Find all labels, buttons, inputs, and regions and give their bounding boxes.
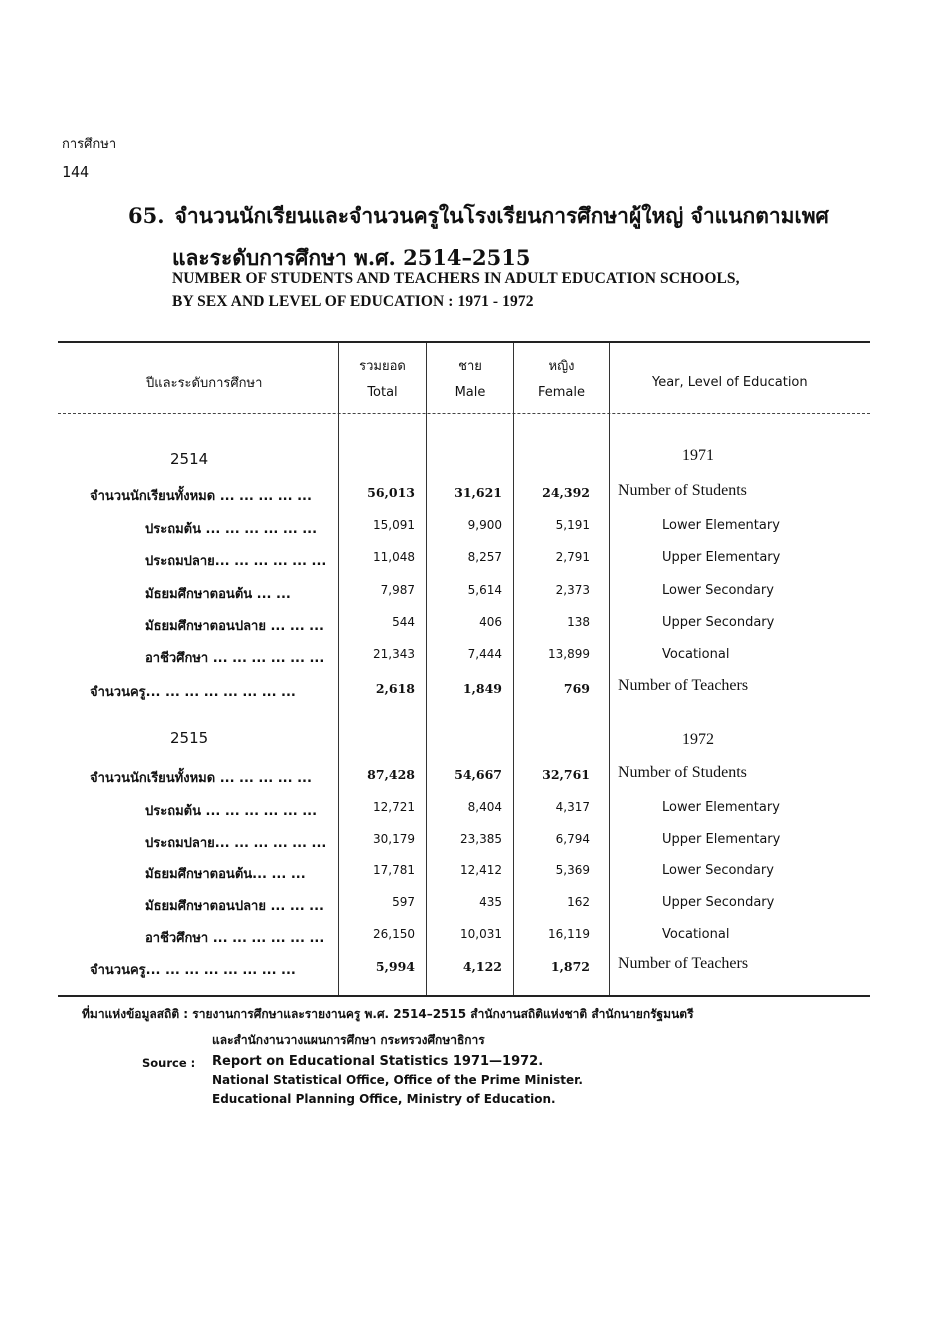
cell-total: 5,994 [375, 959, 415, 974]
row-label-thai: มัธยมศึกษาตอนต้น... ... ... [145, 867, 306, 882]
row-label-en: Vocational [662, 647, 730, 662]
source-en-line1: Report on Educational Statistics 1971—1972. [212, 1054, 544, 1069]
cell-female: 162 [567, 895, 590, 909]
row-label-thai: อาชีวศึกษา ... ... ... ... ... ... [145, 651, 325, 666]
table-row [0, 863, 941, 893]
cell-female: 138 [567, 615, 590, 629]
cell-female: 32,761 [542, 767, 590, 782]
cell-female: 2,373 [555, 583, 590, 597]
table-row [0, 482, 941, 515]
cell-male: 10,031 [460, 927, 502, 941]
row-label-thai: อาชีวศึกษา ... ... ... ... ... ... [145, 931, 325, 946]
table-row [0, 677, 941, 711]
source-thai-line1: ที่มาแห่งข้อมูลสถิติ : รายงานการศึกษาและรายงานครู พ.ศ. 2514–2515 สำนักงานสถิติแห่งชาติ สำนักนายกรัฐมนตรี [82, 1007, 694, 1021]
cell-total: 21,343 [373, 647, 415, 661]
cell-female: 769 [563, 681, 590, 696]
col-header-male-en: Male [454, 385, 486, 400]
cell-male: 7,444 [467, 647, 502, 661]
table-title-en-line1: NUMBER OF STUDENTS AND TEACHERS IN ADULT EDUCATION SCHOOLS, [172, 270, 740, 287]
cell-female: 5,191 [555, 518, 590, 532]
source-thai-line2: และสำนักงานวางแผนการศึกษา กระทรวงศึกษาธิการ [212, 1033, 485, 1047]
source-en-line2: National Statistical Office, Office of the Prime Minister. [212, 1073, 583, 1087]
row-label-thai: จำนวนครู... ... ... ... ... ... ... ... [90, 685, 296, 700]
cell-total: 17,781 [373, 863, 415, 877]
cell-total: 87,428 [367, 767, 415, 782]
col-header-left-thai: ปีและระดับการศึกษา [146, 376, 263, 391]
cell-female: 6,794 [555, 832, 590, 846]
section-label: การศึกษา [62, 137, 117, 152]
cell-total: 12,721 [373, 800, 415, 814]
year-thai-2514: 2514 [170, 450, 209, 468]
table-title-thai-line2: และระดับการศึกษา พ.ศ. 2514–2515 [172, 245, 531, 270]
col-header-total-en: Total [367, 385, 398, 400]
source-label: Source : [142, 1056, 196, 1070]
cell-total: 544 [392, 615, 415, 629]
table-row [0, 800, 941, 830]
table-row [0, 583, 941, 613]
row-label-thai: ประถมต้น ... ... ... ... ... ... [145, 804, 318, 819]
col-header-female [514, 354, 609, 406]
table-top-rule [58, 341, 870, 343]
year-thai-2515: 2515 [170, 729, 209, 747]
row-label-en: Number of Teachers [618, 955, 749, 972]
row-label-thai: ประถมต้น ... ... ... ... ... ... [145, 522, 318, 537]
table-row [0, 550, 941, 580]
page-number: 144 [62, 163, 90, 181]
table-row [0, 615, 941, 645]
cell-male: 406 [479, 615, 502, 629]
col-header-total [339, 354, 426, 406]
cell-male: 12,412 [460, 863, 502, 877]
cell-male: 4,122 [462, 959, 502, 974]
row-label-en: Upper Elementary [662, 550, 781, 565]
year-en-1971: 1971 [682, 447, 714, 464]
table-number: 65. [128, 203, 165, 228]
table-row [0, 647, 941, 677]
table-title-thai-line1 [128, 200, 829, 233]
row-label-thai: จำนวนนักเรียนทั้งหมด ... ... ... ... ... [90, 771, 312, 786]
cell-female: 1,872 [550, 959, 590, 974]
row-label-en: Number of Students [618, 482, 747, 499]
row-label-en: Upper Elementary [662, 832, 781, 847]
table-title-en-line2: BY SEX AND LEVEL OF EDUCATION : 1971 - 1972 [172, 293, 534, 310]
row-label-thai: ประถมปลาย... ... ... ... ... ... [145, 554, 327, 569]
table-row [0, 832, 941, 862]
cell-male: 8,257 [467, 550, 502, 564]
cell-total: 2,618 [375, 681, 415, 696]
row-label-en: Lower Secondary [662, 583, 774, 598]
row-label-thai: มัธยมศึกษาตอนปลาย ... ... ... [145, 619, 324, 634]
row-label-thai: จำนวนครู... ... ... ... ... ... ... ... [90, 963, 296, 978]
cell-male: 54,667 [454, 767, 502, 782]
row-label-en: Lower Secondary [662, 863, 774, 878]
cell-female: 2,791 [555, 550, 590, 564]
cell-total: 15,091 [373, 518, 415, 532]
cell-total: 30,179 [373, 832, 415, 846]
table-row [0, 955, 941, 989]
cell-total: 597 [392, 895, 415, 909]
cell-male: 8,404 [467, 800, 502, 814]
cell-total: 56,013 [367, 485, 415, 500]
cell-male: 31,621 [454, 485, 502, 500]
cell-male: 23,385 [460, 832, 502, 846]
col-header-female-thai: หญิง [548, 359, 575, 374]
cell-total: 7,987 [380, 583, 415, 597]
row-label-en: Vocational [662, 927, 730, 942]
cell-female: 24,392 [542, 485, 590, 500]
cell-total: 11,048 [373, 550, 415, 564]
row-label-en: Number of Teachers [618, 677, 749, 694]
row-label-thai: จำนวนนักเรียนทั้งหมด ... ... ... ... ... [90, 489, 312, 504]
row-label-en: Lower Elementary [662, 800, 780, 815]
table-row [0, 764, 941, 797]
cell-male: 5,614 [467, 583, 502, 597]
row-label-en: Upper Secondary [662, 615, 775, 630]
row-label-en: Upper Secondary [662, 895, 775, 910]
year-en-1972: 1972 [682, 731, 714, 748]
row-label-en: Lower Elementary [662, 518, 780, 533]
col-header-right-en: Year, Level of Education [652, 375, 808, 390]
cell-male: 9,900 [467, 518, 502, 532]
row-label-en: Number of Students [618, 764, 747, 781]
cell-total: 26,150 [373, 927, 415, 941]
cell-female: 16,119 [548, 927, 590, 941]
col-header-male [427, 354, 513, 406]
col-header-total-thai: รวมยอด [359, 359, 406, 374]
source-en-line3: Educational Planning Office, Ministry of Education. [212, 1092, 556, 1106]
col-header-female-en: Female [537, 385, 585, 400]
title-thai-text: จำนวนนักเรียนและจำนวนครูในโรงเรียนการศึกษาผู้ใหญ่ จำแนกตามเพศ [174, 203, 829, 228]
cell-female: 4,317 [555, 800, 590, 814]
row-label-thai: ประถมปลาย... ... ... ... ... ... [145, 836, 327, 851]
table-bottom-rule [58, 995, 870, 997]
table-row [0, 895, 941, 925]
cell-female: 5,369 [555, 863, 590, 877]
table-row [0, 518, 941, 548]
col-header-male-thai: ชาย [458, 359, 482, 374]
cell-female: 13,899 [548, 647, 590, 661]
table-row [0, 927, 941, 957]
row-label-thai: มัธยมศึกษาตอนปลาย ... ... ... [145, 899, 324, 914]
cell-male: 1,849 [462, 681, 502, 696]
cell-male: 435 [479, 895, 502, 909]
row-label-thai: มัธยมศึกษาตอนต้น ... ... [145, 587, 291, 602]
header-divider [58, 413, 870, 414]
